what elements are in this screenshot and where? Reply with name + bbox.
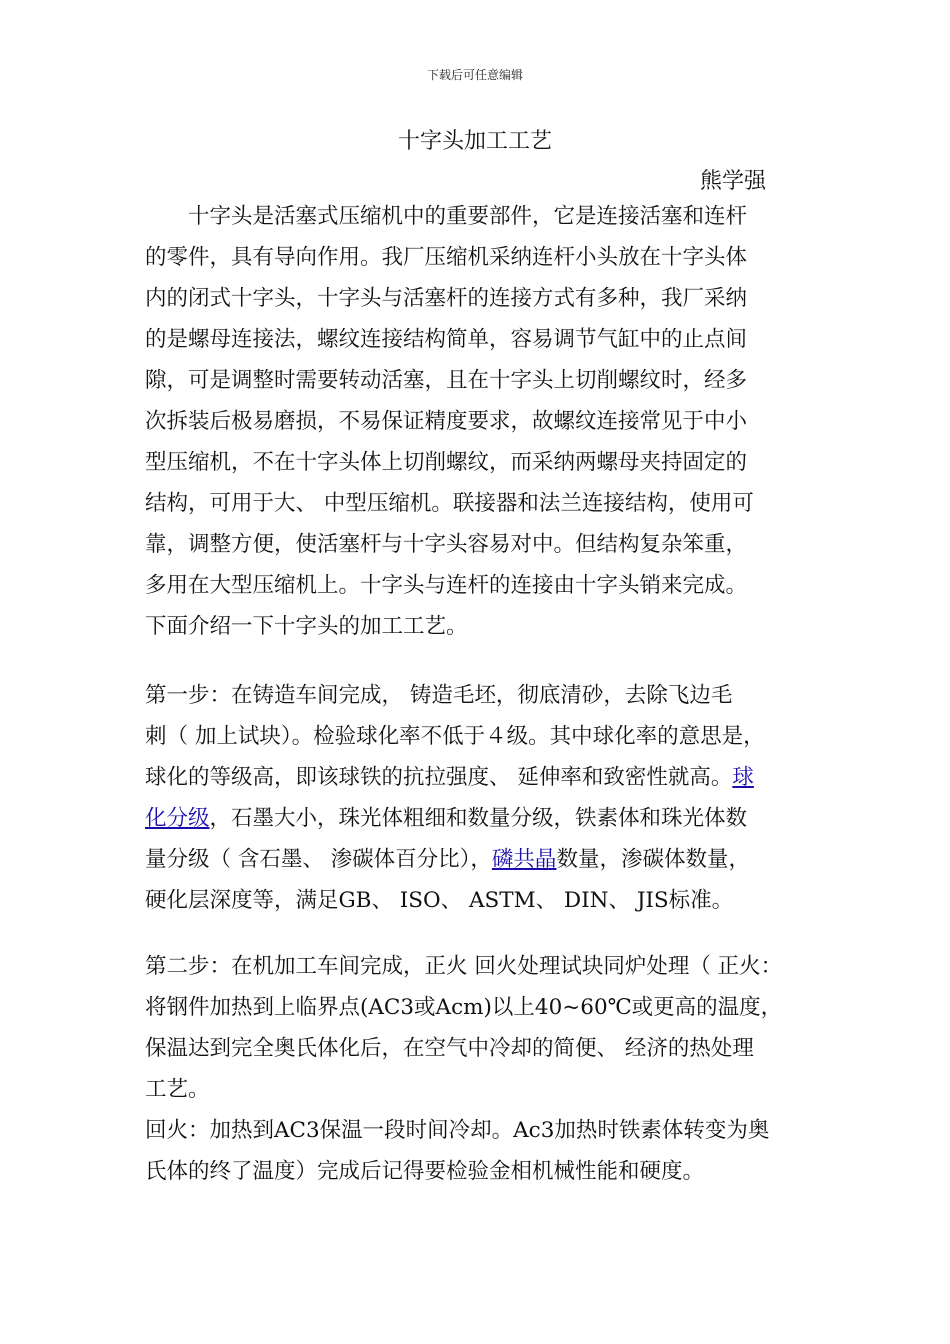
text-line: 多用在大型压缩机上。十字头与连杆的连接由十字头销来完成。 (145, 573, 748, 598)
text-line: 第一步：在铸造车间完成， 铸造毛坯，彻底清砂，去除飞边毛 (145, 683, 733, 708)
page-header: 下载后可任意编辑 (426, 68, 523, 82)
text-line: 十字头是活塞式压缩机中的重要部件，它是连接活塞和连杆 (145, 204, 748, 229)
spheroidization-grade-link[interactable]: 球 (732, 765, 754, 790)
text-line (145, 757, 810, 798)
text-segment: 量分级（ 含石墨、 渗碳体百分比）， (145, 847, 492, 872)
text-line: 回火：加热到AC3保温一段时间冷却。Ac3加热时铁素体转变为奥 (145, 1118, 770, 1143)
text-line: 的零件，具有导向作用。我厂压缩机采纳连杆小头放在十字头体 (145, 245, 748, 270)
text-line (145, 839, 810, 880)
text-line: 工艺。 (145, 1077, 210, 1102)
text-segment: 球化的等级高，即该球铁的抗拉强度、 延伸率和致密性就高。 (145, 765, 733, 790)
text-line (145, 798, 810, 839)
text-line: 将钢件加热到上临界点(AC3或Acm)以上40~60℃或更高的温度， (145, 995, 783, 1020)
text-line: 刺（ 加上试块）。检验球化率不低于４级。其中球化率的意思是， (145, 724, 765, 749)
intro-paragraph (145, 196, 810, 647)
text-line: 的是螺母连接法，螺纹连接结构简单，容易调节气缸中的止点间 (145, 327, 748, 352)
text-line: 保温达到完全奥氏体化后，在空气中冷却的简便、 经济的热处理 (145, 1036, 754, 1061)
text-segment: 数量，渗碳体数量， (556, 847, 750, 872)
tempering-paragraph (145, 1110, 810, 1192)
text-line: 内的闭式十字头，十字头与活塞杆的连接方式有多种，我厂采纳 (145, 286, 748, 311)
phosphorus-eutectic-link[interactable]: 磷共晶 (491, 847, 557, 872)
text-line: 第二步：在机加工车间完成，正火 回火处理试块同炉处理（ 正火： (145, 954, 783, 979)
text-line: 型压缩机，不在十字头体上切削螺纹，而采纳两螺母夹持固定的 (145, 450, 748, 475)
text-line: 结构，可用于大、 中型压缩机。联接器和法兰连接结构，使用可 (145, 491, 754, 516)
spheroidization-grade-link-cont[interactable]: 化分级 (145, 806, 210, 831)
text-line: 下面介绍一下十字头的加工工艺。 (145, 614, 468, 639)
author-name: 熊学强 (700, 169, 767, 194)
text-line: 次拆装后极易磨损，不易保证精度要求，故螺纹连接常见于中小 (145, 409, 748, 434)
text-line: 隙，可是调整时需要转动活塞，且在十字头上切削螺纹时，经多 (145, 368, 748, 393)
step1-paragraph (145, 675, 810, 921)
text-line: 靠，调整方便，使活塞杆与十字头容易对中。但结构复杂笨重， (145, 532, 748, 557)
text-segment: ，石墨大小，珠光体粗细和数量分级，铁素体和珠光体数 (209, 806, 748, 831)
document-title: 十字头加工工艺 (397, 129, 552, 154)
text-line: 氏体的终了温度）完成后记得要检验金相机械性能和硬度。 (145, 1159, 705, 1184)
text-line: 硬化层深度等，满足GB、 ISO、 ASTM、 DIN、 JIS标准。 (145, 888, 734, 913)
step2-paragraph (145, 946, 810, 1110)
